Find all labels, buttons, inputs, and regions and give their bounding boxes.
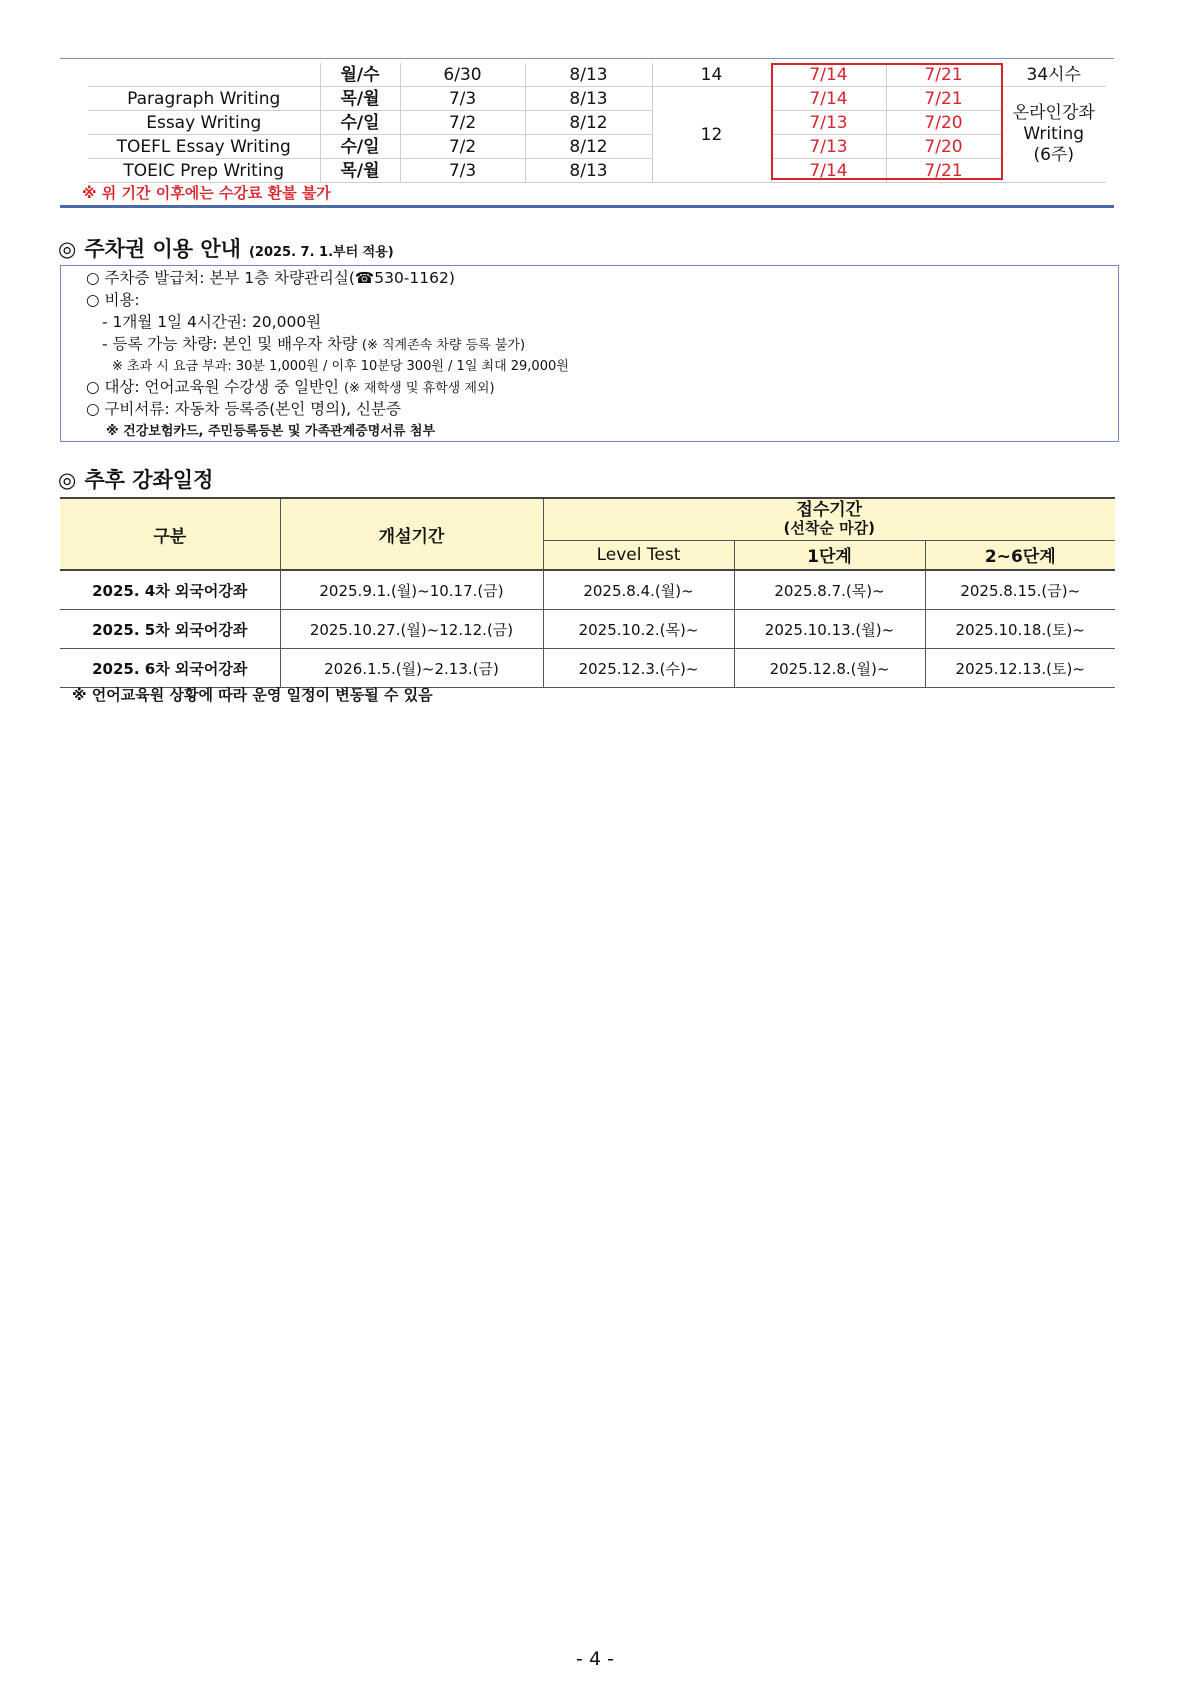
- table-row: [60, 570, 1115, 610]
- parking-subtitle: (2025. 7. 1.부터 적용): [248, 245, 394, 260]
- header-step2-6: 2~6단계: [925, 540, 1115, 570]
- parking-title: 주차권 이용 안내: [84, 237, 241, 261]
- row-label: 2025. 5차 외국어강좌: [60, 610, 280, 649]
- reg-end: 7/21: [886, 159, 1001, 183]
- row-period: 2025.10.27.(월)~12.12.(금): [280, 610, 543, 649]
- reg-start: 7/14: [771, 87, 886, 111]
- row-period: 2026.1.5.(월)~2.13.(금): [280, 649, 543, 688]
- parking-target: ○ 대상: 언어교육원 수강생 중 일반인: [86, 378, 340, 396]
- course-name: Essay Writing: [88, 111, 320, 135]
- row-label: 2025. 6차 외국어강좌: [60, 649, 280, 688]
- course-start: 7/3: [400, 87, 525, 111]
- parking-vehicle: - 등록 가능 차량: 본인 및 배우자 차량: [102, 335, 357, 353]
- reg-start: 7/13: [771, 135, 886, 159]
- course-start: 7/3: [400, 159, 525, 183]
- reg-start: 7/14: [771, 159, 886, 183]
- row-step2-6: 2025.10.18.(토)~: [925, 610, 1115, 649]
- course-note: [1001, 87, 1106, 183]
- course-name: TOEIC Prep Writing: [88, 159, 320, 183]
- course-start: 7/2: [400, 111, 525, 135]
- row-level-test: 2025.12.3.(수)~: [543, 649, 734, 688]
- course-day: 월/수: [320, 63, 400, 87]
- parking-documents: ○ 구비서류: 자동차 등록증(본인 명의), 신분증: [86, 400, 401, 418]
- parking-target-line: [86, 375, 495, 397]
- header-reception-sub: (선착순 마감): [783, 519, 875, 538]
- reg-end: 7/21: [886, 63, 1001, 87]
- course-start: 6/30: [400, 63, 525, 87]
- parking-documents-note: ※ 건강보험카드, 주민등록등본 및 가족관계증명서류 첨부: [106, 424, 436, 439]
- table-top-rule: [60, 58, 1114, 59]
- course-end: 8/12: [525, 111, 652, 135]
- row-step1: 2025.10.13.(월)~: [734, 610, 925, 649]
- header-reception: [543, 498, 1115, 540]
- parking-vehicle-exception: (※ 직계존속 차량 등록 불가): [361, 338, 526, 353]
- registration-highlight-box: [771, 63, 1003, 180]
- course-day: 목/월: [320, 87, 400, 111]
- course-sessions: 14: [652, 63, 771, 87]
- course-start: 7/2: [400, 135, 525, 159]
- parking-cost-monthly: - 1개월 1일 4시간권: 20,000원: [102, 313, 322, 331]
- page-number: - 4 -: [576, 1648, 614, 1670]
- course-note-line: (6주): [1033, 145, 1074, 165]
- course-name: TOEFL Essay Writing: [88, 135, 320, 159]
- schedule-header-row: [60, 498, 1115, 540]
- table-row: [60, 610, 1115, 649]
- schedule-table: [60, 497, 1115, 688]
- row-step1: 2025.12.8.(월)~: [734, 649, 925, 688]
- row-level-test: 2025.8.4.(월)~: [543, 570, 734, 610]
- row-step1: 2025.8.7.(목)~: [734, 570, 925, 610]
- schedule-title: 추후 강좌일정: [84, 468, 214, 492]
- course-day: 목/월: [320, 159, 400, 183]
- parking-issuer: ○ 주차증 발급처: 본부 1층 차량관리실(☎530-1162): [86, 269, 455, 287]
- row-step2-6: 2025.12.13.(토)~: [925, 649, 1115, 688]
- header-category: 구분: [60, 498, 280, 570]
- schedule-note: ※ 언어교육원 상황에 따라 운영 일정이 변동될 수 있음: [72, 686, 433, 704]
- course-name: Paragraph Writing: [88, 87, 320, 111]
- header-level-test: Level Test: [543, 540, 734, 570]
- parking-cost-label: ○ 비용:: [86, 291, 140, 309]
- reg-end: 7/20: [886, 111, 1001, 135]
- course-end: 8/13: [525, 63, 652, 87]
- parking-target-exception: (※ 재학생 및 휴학생 제외): [343, 381, 495, 396]
- course-day: 수/일: [320, 135, 400, 159]
- refund-note: ※ 위 기간 이후에는 수강료 환불 불가: [82, 184, 331, 202]
- course-end: 8/12: [525, 135, 652, 159]
- reg-start: 7/14: [771, 63, 886, 87]
- reg-end: 7/21: [886, 87, 1001, 111]
- course-end: 8/13: [525, 159, 652, 183]
- row-label: 2025. 4차 외국어강좌: [60, 570, 280, 610]
- header-period: 개설기간: [280, 498, 543, 570]
- header-reception-title: 접수기간: [796, 500, 863, 521]
- course-sessions: 12: [652, 87, 771, 183]
- reg-end: 7/20: [886, 135, 1001, 159]
- course-day: 수/일: [320, 111, 400, 135]
- table-bottom-rule: [60, 205, 1114, 208]
- double-circle-icon: ◎: [58, 468, 77, 492]
- course-note-line: 온라인강좌: [1012, 103, 1095, 123]
- schedule-heading: [58, 464, 213, 494]
- row-period: 2025.9.1.(월)~10.17.(금): [280, 570, 543, 610]
- course-name: [88, 63, 320, 87]
- double-circle-icon: ◎: [58, 237, 77, 261]
- course-end: 8/13: [525, 87, 652, 111]
- row-step2-6: 2025.8.15.(금)~: [925, 570, 1115, 610]
- course-note-top: 34시수: [1001, 63, 1106, 87]
- header-step1: 1단계: [734, 540, 925, 570]
- parking-overtime-fee: ※ 초과 시 요금 부과: 30분 1,000원 / 이후 10분당 300원 / 1일 최대 29,000원: [112, 359, 569, 374]
- table-row: [60, 649, 1115, 688]
- parking-vehicle-line: [102, 332, 525, 354]
- course-note-line: Writing: [1023, 124, 1085, 144]
- parking-heading: [58, 233, 394, 263]
- reg-start: 7/13: [771, 111, 886, 135]
- row-level-test: 2025.10.2.(목)~: [543, 610, 734, 649]
